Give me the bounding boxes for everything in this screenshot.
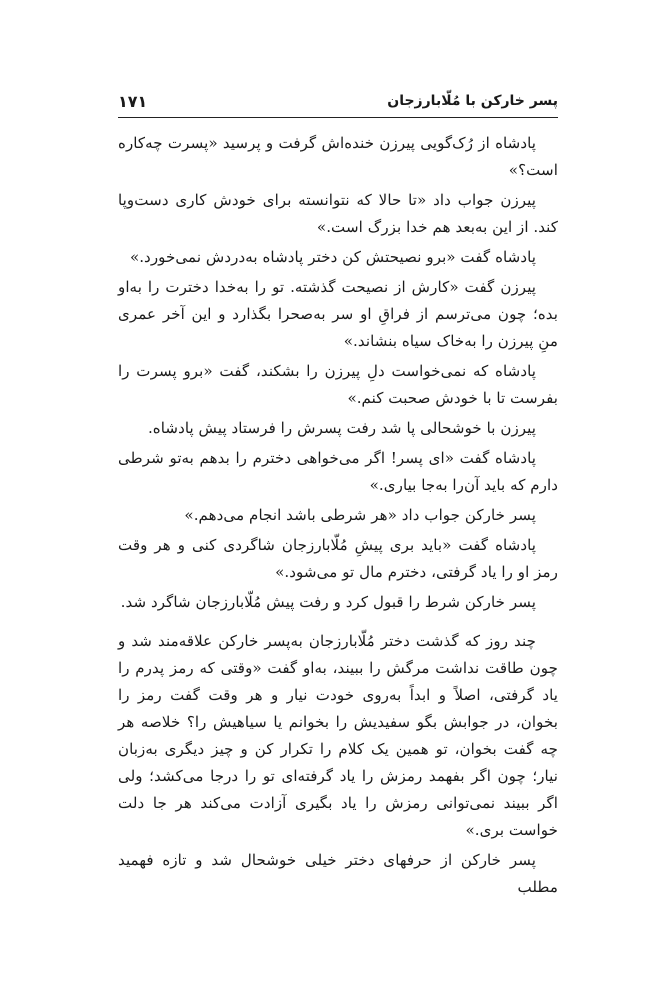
paragraph: پسر خارکن جواب داد «هر شرطی باشد انجام می‌دهم.» <box>184 506 536 524</box>
page-number: ۱۷۱ <box>118 91 148 111</box>
page-header <box>118 88 558 114</box>
paragraph: پسر خارکن شرط را قبول کرد و رفت پیش مُلّابارزجان شاگرد شد. <box>120 593 536 611</box>
paragraph: پادشاه که نمی‌خواست دلِ پیرزن را بشکند، گفت «برو پسرت را بفرست تا با خودش صحبت کنم.» <box>118 362 558 407</box>
paragraph: پادشاه گفت «ای پسر! اگر می‌خواهی دخترم را بدهم به‌تو شرطی دارم که باید آن‌را به‌جا بیاری.» <box>118 449 558 494</box>
paragraph: پادشاه از رُک‌گویی پیرزن خنده‌اش گرفت و پرسید «پسرت چه‌کاره است؟» <box>118 134 558 179</box>
paragraph: پادشاه گفت «باید بری پیشِ مُلّابارزجان شاگردی کنی و هر وقت رمز او را یاد گرفتی، دخترم مال تو می‌شود.» <box>118 536 558 581</box>
body-text <box>118 130 558 901</box>
header-rule <box>118 117 558 118</box>
running-title: پسر خارکن با مُلّابارزجان <box>387 93 558 109</box>
paragraph: پادشاه گفت «برو نصیحتش کن دختر پادشاه به‌دردش نمی‌خورد.» <box>129 248 536 266</box>
paragraph: پیرزن با خوشحالی پا شد رفت پسرش را فرستاد پیش پادشاه. <box>147 419 536 437</box>
paragraph: پیرزن جواب داد «تا حالا که نتوانسته برای خودش کاری دست‌وپا کند. از این به‌بعد هم خدا بزرگ است.» <box>118 191 558 236</box>
paragraph: پیرزن گفت «کارش از نصیحت گذشته. تو را به‌خدا دخترت را به‌او بده؛ چون می‌ترسم از فراقِ او سر به‌صحرا بگذارد و این آخر عمری منِ پیرزن را به‌خاک سیاه بنشاند.» <box>118 278 558 350</box>
paragraph: پسر خارکن از حرفهای دختر خیلی خوشحال شد و تازه فهمید مطلب <box>118 851 558 896</box>
paragraph: چند روز که گذشت دختر مُلّابارزجان به‌پسر خارکن علاقه‌مند شد و چون طاقت نداشت مرگش را ببیند، به‌او گفت «وقتی که رمز پدرم را یاد گرفتی، اصلاً و ابداً به‌روی خودت نیار و هر وقت گفت رمز را بخوان، در جوابش بگو سفیدیش را بخوانم یا سیاهیش را؟ خلاصه هر چه گفت بخوان، تو همین یک کلام را تکرار کن و چیز دیگری به‌زبان نیار؛ چون اگر بفهمد رمزش را یاد گرفته‌ای تو را درجا می‌کشد؛ ولی اگر ببیند نمی‌توانی رمزش را یاد بگیری آزادت می‌کند هر جا دلت خواست بری.» <box>118 632 558 839</box>
